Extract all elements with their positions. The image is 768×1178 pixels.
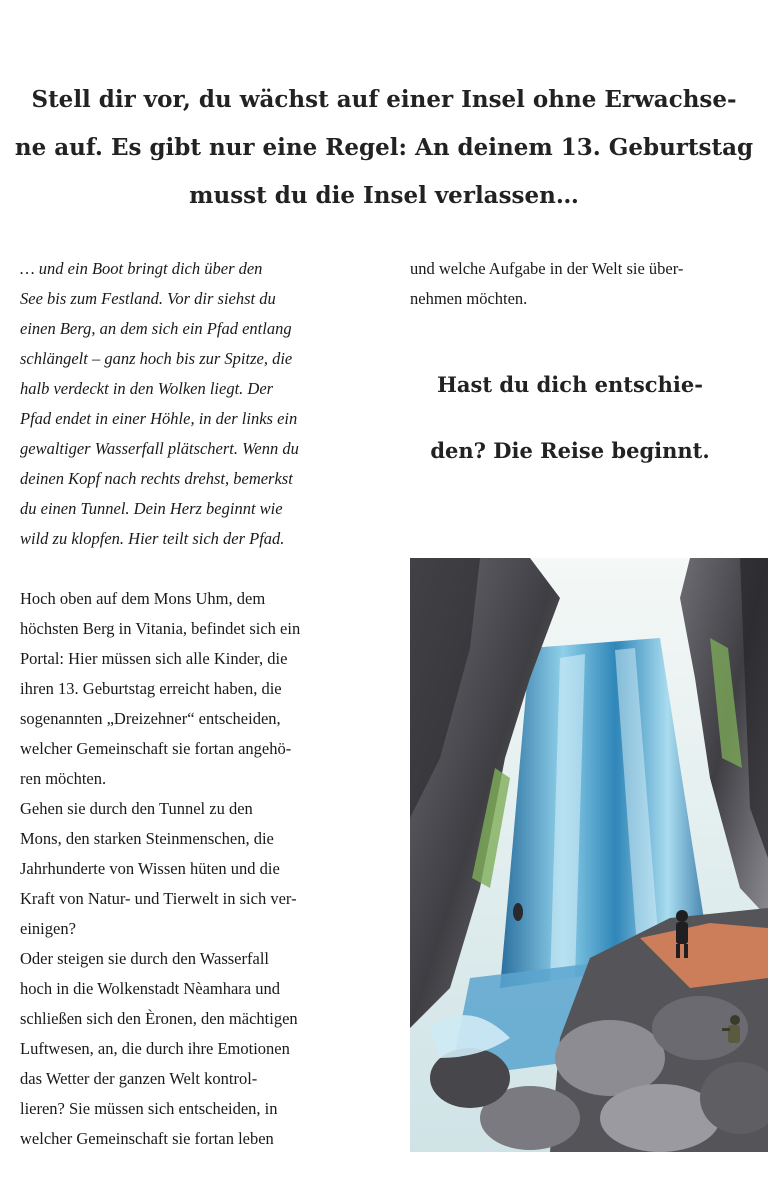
text-line: Portal: Hier müssen sich alle Kinder, die <box>20 649 288 668</box>
text-line: gewaltiger Wasserfall plätschert. Wenn du <box>20 439 299 458</box>
illustration-graphic <box>410 558 768 1152</box>
headline-line: musst du die Insel verlassen… <box>189 182 579 209</box>
text-line: einen Berg, an dem sich ein Pfad entlang <box>20 319 292 338</box>
text-line: schließen sich den Èronen, den mächtigen <box>20 1009 298 1028</box>
text-line: Luftwesen, an, die durch ihre Emotionen <box>20 1039 290 1058</box>
text-line: schlängelt – ganz hoch bis zur Spitze, die <box>20 349 293 368</box>
text-line: sogenannten „Dreizehner“ entscheiden, <box>20 709 281 728</box>
text-line: welcher Gemeinschaft sie fortan leben <box>20 1129 274 1148</box>
text-line: Oder steigen sie durch den Wasserfall <box>20 949 269 968</box>
callout-line: Hast du dich entschie- <box>437 372 703 397</box>
text-line: welcher Gemeinschaft sie fortan angehö- <box>20 739 292 758</box>
text-line: einigen? <box>20 919 76 938</box>
text-line: Jahrhunderte von Wissen hüten und die <box>20 859 280 878</box>
text-line: nehmen möchten. <box>410 289 528 308</box>
text-line: und welche Aufgabe in der Welt sie über- <box>410 259 684 278</box>
text-line: Mons, den starken Steinmenschen, die <box>20 829 274 848</box>
headline <box>0 76 768 220</box>
callout-heading <box>410 352 730 484</box>
right-column <box>410 254 750 314</box>
text-line: Hoch oben auf dem Mons Uhm, dem <box>20 589 266 608</box>
text-line: das Wetter der ganzen Welt kontrol- <box>20 1069 258 1088</box>
intro-paragraph <box>20 254 350 554</box>
text-line: halb verdeckt in den Wolken liegt. Der <box>20 379 274 398</box>
text-line: … und ein Boot bringt dich über den <box>20 259 263 278</box>
text-line: wild zu klopfen. Hier teilt sich der Pfad. <box>20 529 285 548</box>
boulder <box>555 1020 665 1096</box>
text-line: Pfad endet in einer Höhle, in der links ein <box>20 409 298 428</box>
body-paragraph <box>20 584 350 1154</box>
waterfall-cave-illustration <box>410 558 768 1152</box>
paragraph-gap <box>20 554 350 584</box>
text-line: ihren 13. Geburtstag erreicht haben, die <box>20 679 282 698</box>
text-line: ren möchten. <box>20 769 107 788</box>
text-line: See bis zum Festland. Vor dir siehst du <box>20 289 276 308</box>
waterfall-figure <box>513 903 523 921</box>
headline-line: Stell dir vor, du wächst auf einer Insel ohne Erwachse- <box>31 86 737 113</box>
left-column <box>20 254 350 1154</box>
callout-line: den? Die Reise beginnt. <box>430 438 710 463</box>
text-line: Gehen sie durch den Tunnel zu den <box>20 799 253 818</box>
text-line: höchsten Berg in Vitania, befindet sich ein <box>20 619 301 638</box>
text-line: deinen Kopf nach rechts drehst, bemerkst <box>20 469 293 488</box>
text-line: hoch in die Wolkenstadt Nèamhara und <box>20 979 281 998</box>
text-line: Kraft von Natur- und Tierwelt in sich ver- <box>20 889 297 908</box>
headline-line: ne auf. Es gibt nur eine Regel: An deinem 13. Geburtstag <box>14 134 754 161</box>
text-line: du einen Tunnel. Dein Herz beginnt wie <box>20 499 283 518</box>
text-line: lieren? Sie müssen sich entscheiden, in <box>20 1099 278 1118</box>
